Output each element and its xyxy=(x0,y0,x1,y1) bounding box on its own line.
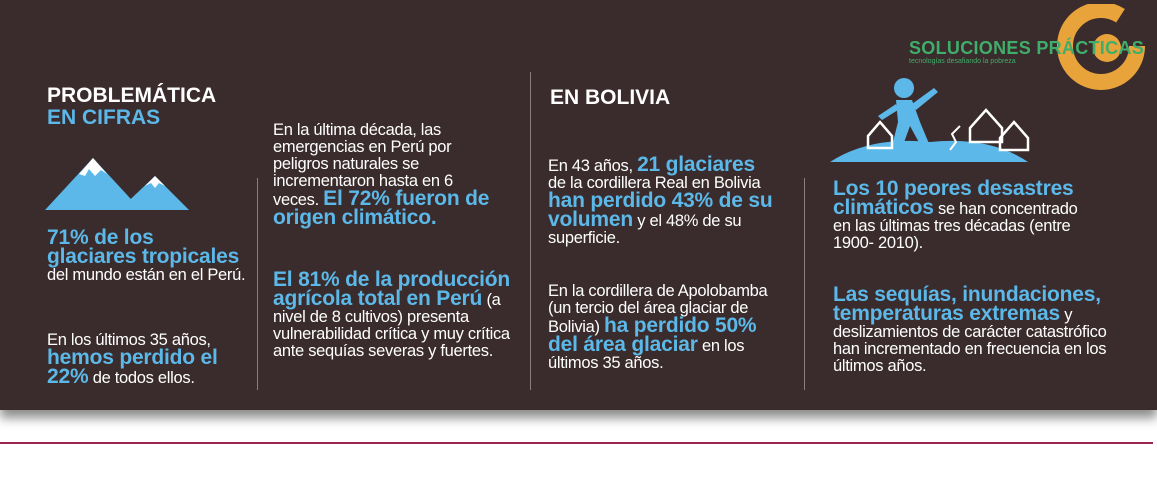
col4-text-2: y deslizamientos de carácter catastrófico han incrementado en frecuencia en los últimos años. xyxy=(833,306,1107,375)
horizontal-rule xyxy=(0,442,1153,444)
col1-paragraph-2 xyxy=(47,332,247,387)
col4-paragraph-2 xyxy=(833,283,1108,375)
col4-highlight-2: Las sequías, inundaciones, temperaturas extremas xyxy=(833,283,1101,325)
column-problematica xyxy=(47,85,247,129)
mountain-icon xyxy=(45,152,195,212)
col1-paragraph-1 xyxy=(47,226,247,284)
col3-text-1c: y el 48% de su superficie. xyxy=(548,212,742,247)
col3-text-2b: en los últimos 35 años. xyxy=(548,337,745,372)
col3-highlight-3: ha perdido 50% del área glaciar xyxy=(548,314,757,356)
col3-highlight-1: 21 glaciares xyxy=(637,153,755,176)
col2-paragraph-2 xyxy=(273,268,518,360)
col3-text-2a: En la cordillera de Apolobamba (un tercio del área glaciar de Bolivia) xyxy=(548,282,768,336)
col2-text-1: En la última década, las emergencias en Perú por peligros naturales se incrementaron hasta en 6 veces. xyxy=(273,121,453,209)
col2-highlight-1: El 72% fueron de origen climático. xyxy=(273,187,490,229)
col1-text-1: del mundo están en el Perú. xyxy=(47,266,246,284)
col1-highlight-1: 71% de los glaciares tropicales xyxy=(47,226,240,268)
col4-highlight-1: Los 10 peores desastres climáticos xyxy=(833,177,1074,219)
logo-name: SOLUCIONES PRÁCTICAS xyxy=(909,38,1145,58)
col1-highlight-2: hemos perdido el 22% xyxy=(47,346,218,388)
col4-paragraph-1 xyxy=(833,177,1093,252)
disaster-icon xyxy=(830,76,1030,166)
divider xyxy=(530,72,531,390)
col3-paragraph-1 xyxy=(548,153,773,247)
col3-text-1a: En 43 años, xyxy=(548,157,638,175)
col4-text-1: se han concentrado en las últimas tres décadas (entre 1900- 2010). xyxy=(833,200,1078,252)
logo-tagline: tecnologías desafiando la pobreza xyxy=(909,58,1016,65)
col2-highlight-2: El 81% de la producción agrícola total en Perú xyxy=(273,268,510,310)
col3-highlight-2: han perdido 43% de su volumen xyxy=(548,189,773,231)
section-title: PROBLEMÁTICA xyxy=(47,84,217,107)
col1-text-2: En los últimos 35 años, xyxy=(47,331,211,349)
bolivia-title: EN BOLIVIA xyxy=(550,86,671,109)
col2-text-2: (a nivel de 8 cultivos) presenta vulnerabilidad crítica y muy crítica ante sequías severas y fuertes. xyxy=(273,291,510,360)
divider xyxy=(804,178,805,390)
divider xyxy=(257,178,258,390)
col3-text-1b: de la cordillera Real en Bolivia xyxy=(548,174,761,192)
col3-paragraph-2 xyxy=(548,283,776,372)
col2-paragraph-1 xyxy=(273,122,498,228)
col1-text-2-tail: de todos ellos. xyxy=(88,369,195,387)
section-subtitle: EN CIFRAS xyxy=(47,106,161,129)
